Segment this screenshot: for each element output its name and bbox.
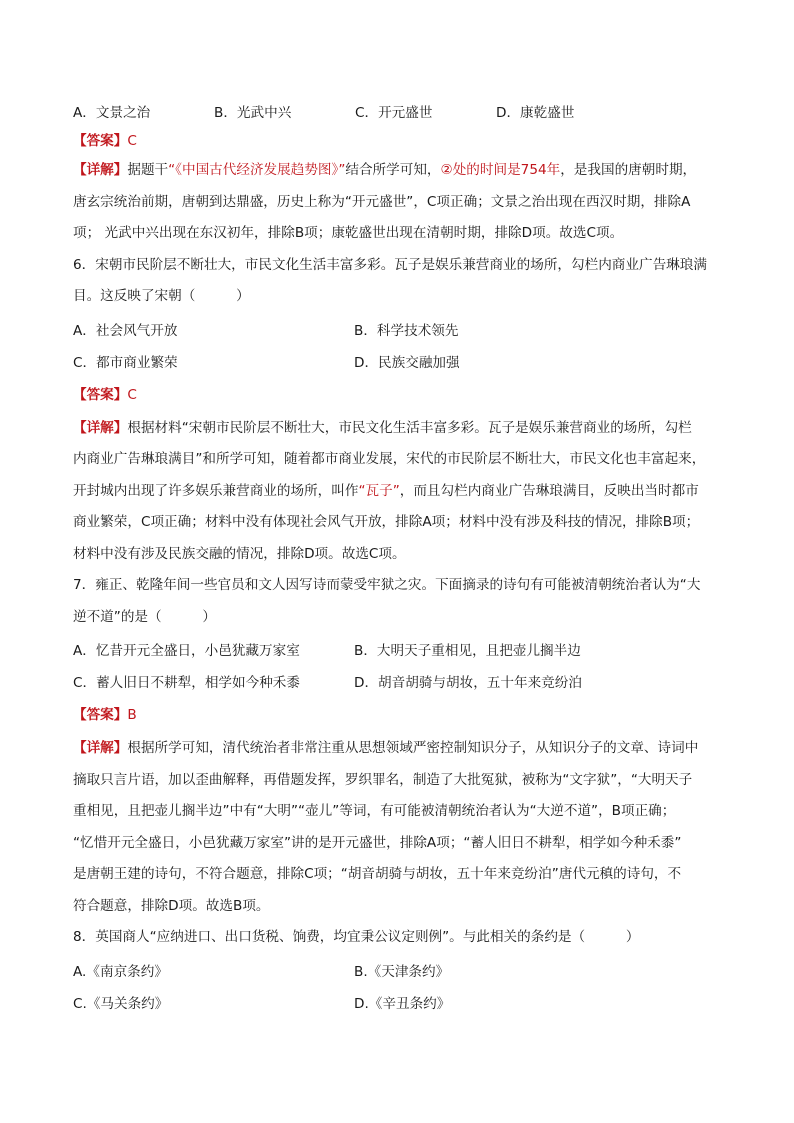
detail-text: 唐玄宗统治前期，唐朝到达鼎盛，历史上称为“开元盛世”，C项正确；文景之治出现在西汉时期，排除A [73, 193, 691, 210]
detail-text: 开封城内出现了许多娱乐兼营商业的场所，叫作 [73, 482, 359, 499]
q6-answer [73, 385, 733, 405]
q6-option-b: B．科学技术领先 [354, 322, 459, 339]
q5-options [73, 100, 733, 122]
stem-text: 目。这反映了宋朝（ ） [73, 288, 250, 304]
q8-option-b: B.《天津条约》 [354, 963, 450, 980]
detail-tag: 【详解】 [73, 740, 128, 756]
q6-option-c: C．都市商业繁荣 [73, 354, 178, 371]
q8-option-a: A.《南京条约》 [73, 963, 168, 980]
detail-text: 项； 光武中兴出现在东汉初年，排除B项；康乾盛世出现在清朝时期，排除D项。故选C项。 [73, 225, 624, 241]
detail-text: 据题干 [127, 162, 169, 178]
q6-detail [73, 413, 733, 571]
q8-options-row1 [73, 954, 733, 986]
answer-tag: 【答案】 [73, 133, 128, 149]
q7-stem [73, 570, 733, 633]
answer-value: C [127, 133, 137, 149]
page-content [73, 100, 733, 1018]
detail-text: “忆惜开元全盛日，小邑犹藏万家室”讲的是开元盛世，排除A项；“蓄人旧日不耕犁，相学如今种禾黍” [73, 834, 682, 851]
detail-highlight: “《中国古代经济发展趋势图》” [168, 162, 346, 178]
q8-options-row2 [73, 986, 733, 1018]
q7-options-row2 [73, 665, 733, 697]
detail-text: 材料中没有涉及民族交融的情况，排除D项。故选C项。 [73, 545, 406, 562]
q7-option-c: C．蓄人旧日不耕犁，相学如今种禾黍 [73, 675, 300, 691]
q7-option-b: B．大明天子重相见，且把壶儿搁半边 [354, 643, 581, 659]
detail-text: ，是我国的唐朝时期， [560, 162, 697, 178]
stem-text: 逆不道”的是（ ） [73, 608, 216, 625]
q7-options-row1 [73, 633, 733, 665]
q8-option-d: D.《辛丑条约》 [354, 995, 451, 1012]
q6-option-a: A．社会风气开放 [73, 322, 178, 339]
q8-stem [73, 922, 733, 954]
detail-text: 根据所学可知，清代统治者非常注重从思想领域严密控制知识分子，从知识分子的文章、诗词中 [127, 740, 699, 756]
q5-option-c: C．开元盛世 [355, 105, 433, 121]
detail-text: 结合所学可知， [345, 162, 441, 178]
detail-text: 商业繁荣，C项正确；材料中没有体现社会风气开放，排除A项；材料中没有涉及科技的情况，排除B项； [73, 514, 700, 530]
answer-tag: 【答案】 [73, 386, 128, 403]
detail-text: 是唐朝王建的诗句，不符合题意，排除C项；“胡音胡骑与胡妆，五十年来竞纷泊”唐代元稹的诗句，不 [73, 866, 682, 882]
stem-text: 8．英国商人“应纳进口、出口货税、饷费，均宜秉公议定则例”。与此相关的条约是（ ） [73, 929, 640, 945]
detail-highlight: ②处的时间是754年 [440, 162, 561, 178]
q6-option-d: D．民族交融加强 [354, 354, 460, 371]
q5-option-b: B．光武中兴 [214, 105, 292, 121]
answer-value: B [127, 707, 137, 723]
detail-text: 符合题意，排除D项。故选B项。 [73, 897, 270, 914]
detail-text: 摘取只言片语，加以歪曲解释，再借题发挥，罗织罪名，制造了大批冤狱，被称为“文字狱”，“大明天子 [73, 771, 693, 788]
q6-stem [73, 250, 733, 313]
detail-text: 重相见，且把壶儿搁半边”中有“大明”“壶儿”等词，有可能被清朝统治者认为“大逆不道”，B项正确； [73, 803, 676, 819]
q5-option-d: D．康乾盛世 [496, 105, 575, 121]
q6-options-row1 [73, 313, 733, 345]
q7-answer [73, 705, 733, 725]
q7-option-d: D．胡音胡骑与胡妆，五十年来竞纷泊 [354, 675, 582, 691]
q5-option-a: A．文景之治 [73, 105, 151, 121]
detail-text: 内商业广告琳琅满目”和所学可知，随着都市商业发展，宋代的市民阶层不断壮大，市民文化也丰富起来， [73, 451, 706, 467]
detail-highlight: “瓦子” [358, 482, 400, 499]
stem-text: 7．雍正、乾隆年间一些官员和文人因写诗而蒙受牢狱之灾。下面摘录的诗句有可能被清朝统治者认为“大 [73, 577, 701, 593]
detail-text: ，而且勾栏内商业广告琳琅满目，反映出当时都市 [399, 482, 699, 499]
answer-tag: 【答案】 [73, 707, 128, 723]
detail-tag: 【详解】 [73, 162, 128, 178]
q8-option-c: C.《马关条约》 [73, 995, 169, 1012]
detail-tag: 【详解】 [73, 419, 128, 436]
q5-detail [73, 155, 733, 250]
q5-answer [73, 131, 733, 151]
q7-option-a: A．忆昔开元全盛日，小邑犹藏万家室 [73, 643, 300, 659]
detail-text: 根据材料“宋朝市民阶层不断壮大，市民文化生活丰富多彩。瓦子是娱乐兼营商业的场所，勾栏 [127, 419, 692, 436]
q6-options-row2 [73, 345, 733, 377]
answer-value: C [127, 386, 137, 403]
stem-text: 6．宋朝市民阶层不断壮大，市民文化生活丰富多彩。瓦子是娱乐兼营商业的场所，勾栏内商业广告琳琅满 [73, 256, 707, 273]
q7-detail [73, 733, 733, 922]
